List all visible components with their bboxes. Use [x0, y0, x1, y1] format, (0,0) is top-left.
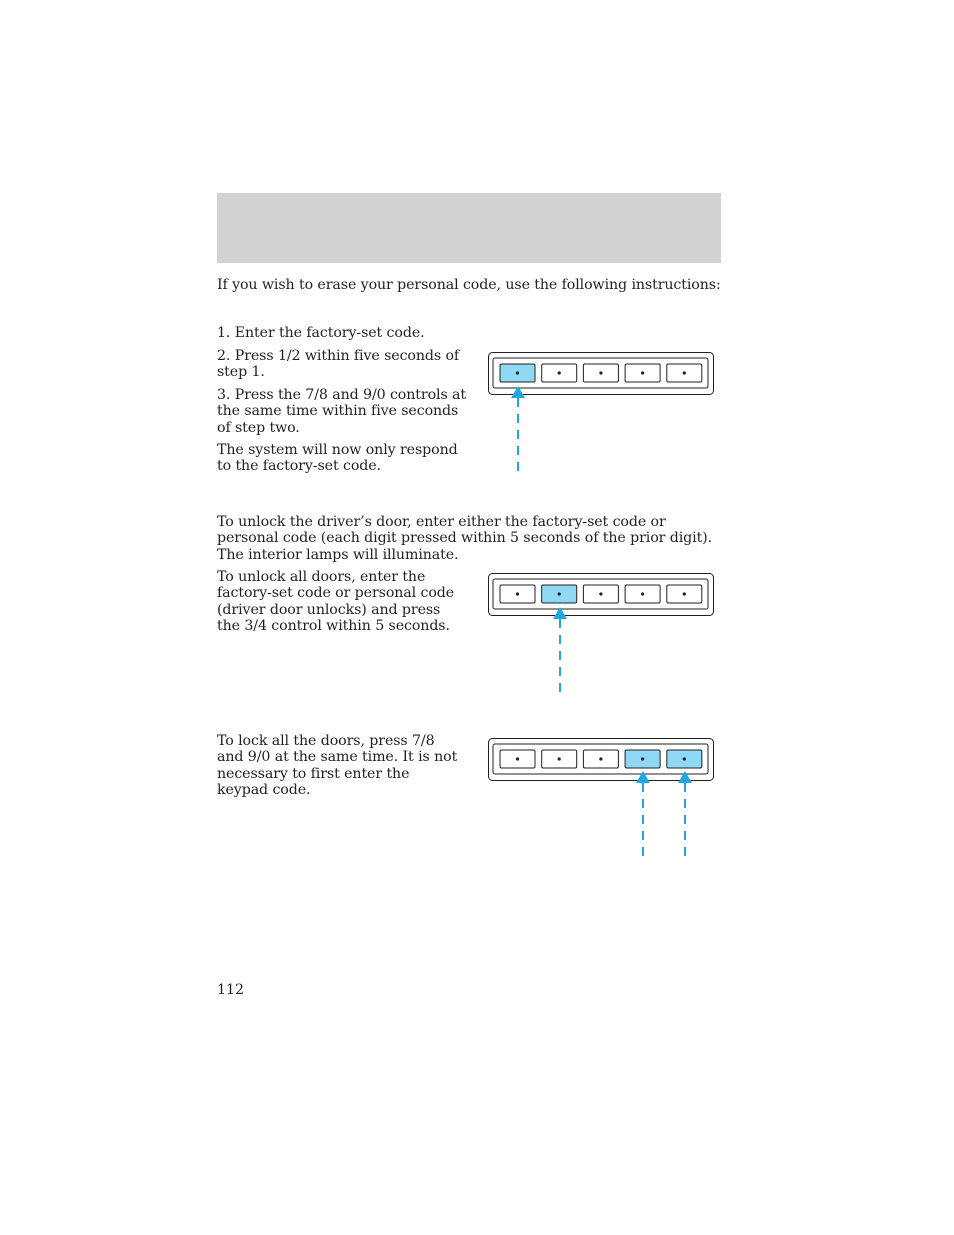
keypad-button-dot [516, 371, 519, 374]
keypad-button-dot [558, 757, 561, 760]
keypad-button-dot [641, 371, 644, 374]
keypad-button-dot [683, 592, 686, 595]
keypad-button-dot [516, 592, 519, 595]
press-arrow-9-0 [675, 770, 695, 860]
keypad-button-dot [516, 757, 519, 760]
step-3: 3. Press the 7/8 and 9/0 controls at the same time within five seconds of step two. [217, 387, 466, 436]
keypad-button-dot [683, 371, 686, 374]
lock-all-text: To lock all the doors, press 7/8 and 9/0 at the same time. It is not necessary to first enter the keypad code. [217, 733, 458, 798]
unlock-all-text: To unlock all doors, enter the factory-set code or personal code (driver door unlocks) and press the 3/4 control within 5 seconds. [217, 569, 455, 634]
step-1: 1. Enter the factory-set code. [217, 325, 425, 341]
keypad-button-dot [641, 592, 644, 595]
unlock-driver-text: To unlock the driver’s door, enter either the factory-set code or personal code (each digit pressed within 5 seconds of the prior digit). The interior lamps will illuminate. [217, 514, 713, 563]
keypad-button-dot [558, 592, 561, 595]
keypad-button-dot [599, 371, 602, 374]
header-band [217, 193, 721, 263]
keypad-button-dot [599, 592, 602, 595]
keypad-button-dot [683, 757, 686, 760]
press-arrow-1-2 [508, 385, 528, 475]
keypad-diagram-2 [488, 573, 714, 616]
keypad-button-dot [599, 757, 602, 760]
step-2: 2. Press 1/2 within five seconds of step 1. [217, 348, 460, 381]
keypad-button-dot [558, 371, 561, 374]
keypad-button-dot [641, 757, 644, 760]
page-number: 112 [217, 982, 245, 998]
press-arrow-3-4 [550, 606, 570, 696]
system-note: The system will now only respond to the factory-set code. [217, 442, 458, 475]
press-arrow-7-8 [633, 770, 653, 860]
intro-text: If you wish to erase your personal code, use the following instructions: [217, 277, 721, 293]
